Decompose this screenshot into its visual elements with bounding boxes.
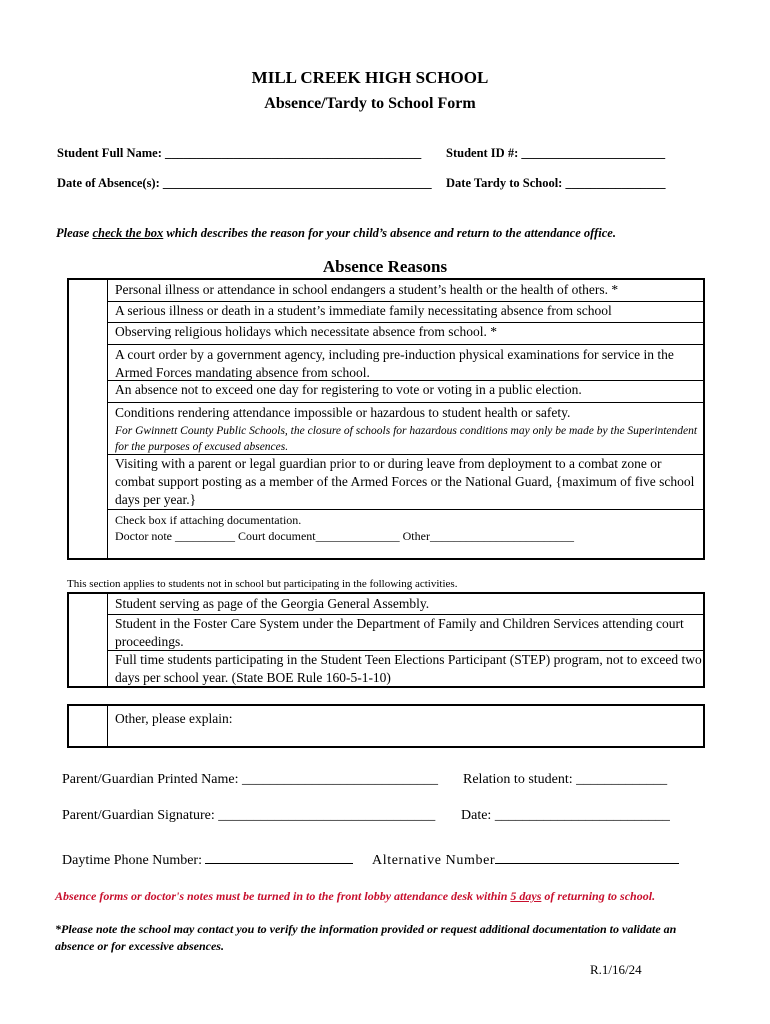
- absence-reasons-table: [67, 278, 705, 560]
- reasons-heading: Absence Reasons: [322, 257, 448, 276]
- documentation-label: Check box if attaching documentation.: [115, 513, 302, 527]
- student-name-field[interactable]: Student Full Name: _________________________________________: [57, 146, 422, 160]
- activity-row-step[interactable]: Full time students participating in the Student Teen Elections Participant (STEP) program, not to exceed two days per school year. (State BOE Rule 160-5-1-10): [115, 652, 702, 685]
- date-field[interactable]: Date: _________________________: [461, 808, 670, 823]
- relation-field[interactable]: Relation to student: _____________: [463, 772, 668, 787]
- reason-row-voting[interactable]: An absence not to exceed one day for registering to vote or voting in a public election.: [108, 381, 703, 403]
- instruction-underlined: check the box: [92, 226, 164, 240]
- hazard-reason-text: Conditions rendering attendance impossible or hazardous to student health or safety.: [115, 405, 571, 420]
- deadline-days: 5 days: [510, 889, 542, 903]
- signature-field[interactable]: Parent/Guardian Signature: _______________________________: [62, 808, 436, 823]
- documentation-options[interactable]: Doctor note __________ Court document______________ Other________________________: [115, 529, 574, 543]
- hazard-note: For Gwinnett County Public Schools, the closure of schools for hazardous conditions may only be made by the Superintendent for the purposes of excused absences.: [115, 425, 698, 453]
- other-checkbox[interactable]: [69, 706, 107, 746]
- checkbox-column[interactable]: [69, 280, 107, 558]
- reason-row-deployment[interactable]: Visiting with a parent or legal guardian prior to or during leave from deployment to a combat zone or combat support posting as a member of the Armed Forces or the National Guard, {maximum of five school days per year.}: [108, 455, 703, 510]
- activity-row-foster-care[interactable]: Student in the Foster Care System under the Department of Family and Children Services attending court proceedings.: [108, 615, 703, 651]
- reason-row-hazard[interactable]: [108, 403, 703, 455]
- reason-row-family-illness[interactable]: A serious illness or death in a student’s immediate family necessitating absence from school: [108, 302, 703, 323]
- alternative-number-field[interactable]: Alternative Number: [372, 851, 679, 869]
- verification-note: *Please note the school may contact you to verify the information provided or request additional documentation to validate an absence or for excessive absences.: [55, 922, 677, 953]
- tardy-date-field[interactable]: Date Tardy to School: ________________: [446, 176, 666, 190]
- other-explain-box: [67, 704, 705, 748]
- activities-intro: This section applies to students not in school but participating in the following activities.: [67, 578, 458, 590]
- documentation-row[interactable]: [108, 511, 703, 559]
- school-name: MILL CREEK HIGH SCHOOL: [251, 68, 489, 87]
- reason-row-court-order[interactable]: A court order by a government agency, including pre-induction physical examinations for service in the Armed Forces mandating absence from school.: [108, 345, 703, 381]
- form-title: Absence/Tardy to School Form: [264, 95, 476, 112]
- student-id-field[interactable]: Student ID #: _______________________: [446, 146, 666, 160]
- activities-table: [67, 592, 705, 688]
- other-explain-field[interactable]: Other, please explain:: [115, 711, 233, 726]
- reason-row-religious[interactable]: Observing religious holidays which necessitate absence from school. *: [108, 323, 703, 345]
- activity-row-page[interactable]: Student serving as page of the Georgia General Assembly.: [108, 595, 703, 615]
- instruction-text: Please check the box which describes the reason for your child’s absence and return to the attendance office.: [56, 226, 616, 240]
- absence-date-field[interactable]: Date of Absence(s): ___________________________________________: [57, 176, 432, 190]
- revision-label: R.1/16/24: [590, 962, 642, 977]
- printed-name-field[interactable]: Parent/Guardian Printed Name: ____________________________: [62, 772, 439, 787]
- activities-checkbox-column[interactable]: [69, 594, 107, 686]
- reason-row-illness[interactable]: Personal illness or attendance in school endangers a student’s health or the health of others. *: [108, 281, 703, 302]
- daytime-phone-field[interactable]: Daytime Phone Number:: [62, 851, 353, 869]
- deadline-notice: Absence forms or doctor's notes must be turned in to the front lobby attendance desk within 5 days of returning to school.: [55, 889, 656, 903]
